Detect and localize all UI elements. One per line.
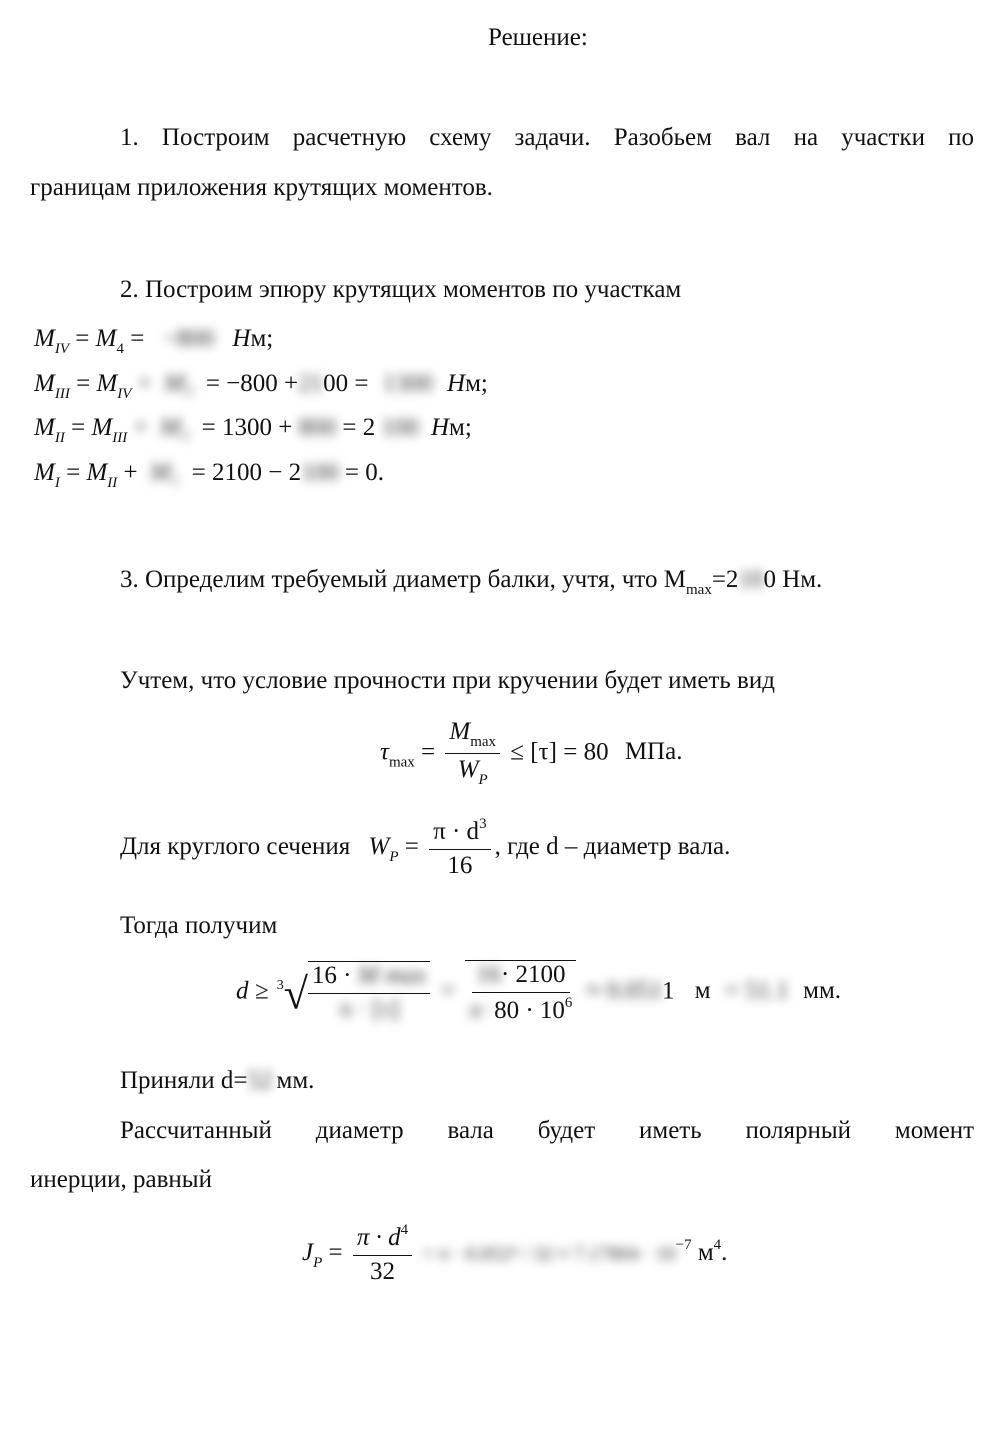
- blurred-term: M₁: [149, 459, 180, 486]
- subscript: IV: [54, 341, 69, 357]
- condition-text: Учтем, что условие прочности при кручении будет иметь вид: [120, 667, 775, 694]
- subscript: 4: [116, 341, 124, 357]
- equals: =: [76, 370, 91, 397]
- subscript-max: max: [388, 754, 415, 771]
- subscript-max: max: [686, 582, 712, 598]
- section-text-b: , где d – диаметр вала.: [494, 832, 731, 860]
- unit-mpa: МПа.: [624, 738, 683, 766]
- blurred-value: 52: [247, 1067, 273, 1094]
- page-title: Решение:: [488, 24, 588, 51]
- blurred-value: 100: [301, 459, 339, 486]
- condition-rhs: ≤ [τ] = 80: [510, 738, 609, 766]
- blurred-value: 800: [298, 414, 337, 441]
- blurred-value: −800: [162, 325, 215, 352]
- fraction: [429, 816, 490, 881]
- radical-sign: √: [283, 969, 308, 1019]
- result-digit: 1: [661, 977, 675, 1005]
- step3-text-a: 3. Определим требуемый диаметр балки, учтя, что M: [120, 566, 686, 593]
- fraction: [308, 961, 431, 1025]
- fraction-numerator: $\pi \cdot d^4$: [353, 1222, 412, 1256]
- equals: =: [130, 325, 145, 352]
- equation-m4: [34, 325, 273, 358]
- symbol-m: M: [96, 370, 118, 397]
- equals: =: [66, 459, 81, 486]
- subscript: II: [54, 430, 65, 446]
- subscript: IV: [117, 386, 132, 402]
- subscript: III: [54, 386, 70, 402]
- section-modulus-line: [120, 816, 730, 881]
- equals: =: [404, 832, 419, 860]
- fraction-numerator: $M_{max}$: [445, 718, 500, 754]
- fraction-denominator: $W_P$: [457, 756, 488, 789]
- inertia-line1: Рассчитанный диаметр вала будет иметь полярный момент: [120, 1117, 974, 1144]
- symbol-tau: τ: [380, 738, 389, 766]
- unit-m: м;: [465, 370, 488, 397]
- blurred-term: M₃: [164, 370, 194, 397]
- subscript: III: [112, 430, 128, 446]
- blurred-term: M₂: [159, 414, 190, 441]
- step3-text: [120, 566, 822, 599]
- subscript: P: [389, 848, 399, 865]
- blurred-computation: = π · 0.052⁴ / 32 ≈ 7.17804 · 10: [422, 1242, 676, 1265]
- equals: =: [71, 414, 86, 441]
- symbol-m: M: [95, 325, 117, 352]
- exponent: −7: [675, 1236, 692, 1253]
- formula-tail: .: [721, 1238, 728, 1266]
- fraction-denominator: 16: [447, 851, 473, 879]
- step3-text-c: 0 Нм.: [763, 566, 823, 593]
- equals: =: [440, 977, 455, 1005]
- blurred-result-mm: = 51.1: [724, 977, 789, 1005]
- equals: =: [328, 1238, 343, 1266]
- blurred-operator: +: [133, 414, 148, 441]
- subscript: I: [54, 475, 60, 491]
- fraction: [353, 1222, 412, 1287]
- symbol-m: M: [34, 459, 55, 486]
- symbol-m: M: [86, 459, 108, 486]
- unit-exponent: 4: [713, 1236, 722, 1253]
- then-text: Тогда получим: [120, 912, 278, 939]
- accepted-diameter: [120, 1067, 314, 1095]
- step1-line2: границам приложения крутящих моментов.: [30, 174, 493, 201]
- equation-middle-b: = 2: [342, 414, 376, 441]
- fraction-denominator: 32: [370, 1257, 396, 1285]
- fraction: [445, 718, 500, 790]
- accepted-text-a: Приняли d=: [120, 1067, 248, 1094]
- section-text-a: Для круглого сечения: [120, 832, 351, 860]
- blurred-result: ≈ 0.051: [586, 977, 662, 1005]
- symbol-w: W: [368, 832, 390, 860]
- equation-m2: [34, 414, 472, 447]
- step1-line1: 1. Построим расчетную схему задачи. Разобьем вал на участки по: [120, 124, 974, 151]
- unit-mm: мм.: [803, 977, 842, 1005]
- plus: +: [123, 459, 138, 486]
- equation-m1: [34, 459, 384, 492]
- accepted-text-b: мм.: [276, 1067, 315, 1094]
- subscript: P: [313, 1254, 323, 1271]
- symbol-d: d ≥: [236, 977, 269, 1005]
- fraction-numerator: $\pi \cdot d^3$: [429, 816, 490, 850]
- symbol-m: M: [34, 414, 55, 441]
- diameter-formula: [236, 960, 841, 1026]
- equation-middle: = 2100 − 2: [191, 459, 302, 486]
- inertia-line2: инерции, равный: [30, 1166, 212, 1193]
- unit-n: Н: [232, 325, 251, 352]
- symbol-m: M: [34, 325, 55, 352]
- unit-m: м: [697, 1238, 714, 1266]
- unit-n: Н: [430, 414, 450, 441]
- inertia-formula: [302, 1222, 727, 1287]
- fraction-denominator: π · [τ]: [339, 995, 400, 1023]
- symbol-j: J: [302, 1238, 314, 1266]
- subscript: II: [107, 475, 118, 491]
- equation-tail: = 0.: [344, 459, 384, 486]
- blurred-value: 100: [381, 414, 419, 441]
- blurred-value: 1300: [382, 370, 433, 397]
- equals: =: [75, 325, 90, 352]
- fraction: [465, 960, 576, 1026]
- symbol-m: M: [91, 414, 113, 441]
- blurred-value: 10: [738, 566, 764, 593]
- step2-title: 2. Построим эпюру крутящих моментов по участкам: [120, 276, 682, 303]
- equation-middle: = −800 +: [205, 370, 299, 397]
- blurred-value: 21: [298, 370, 324, 397]
- unit-m: м: [694, 977, 711, 1005]
- equation-middle-b: 00 =: [323, 370, 369, 397]
- unit-m: м;: [250, 325, 274, 352]
- blurred-operator: +: [137, 370, 152, 397]
- unit-n: Н: [447, 370, 466, 397]
- equation-m3: [34, 370, 488, 403]
- unit-m: м;: [449, 414, 472, 441]
- fraction-numerator: 16· 2100: [472, 961, 570, 993]
- strength-condition-formula: [380, 718, 682, 790]
- step3-text-b: =2: [711, 566, 739, 593]
- root-index: 3: [276, 978, 284, 994]
- fraction-numerator: 16 · M max: [308, 962, 431, 994]
- equation-middle: = 1300 +: [201, 414, 293, 441]
- symbol-m: M: [34, 370, 55, 397]
- equals: =: [421, 738, 436, 766]
- fraction-denominator: $\pi \cdot 80 \cdot 10^6$: [469, 994, 573, 1024]
